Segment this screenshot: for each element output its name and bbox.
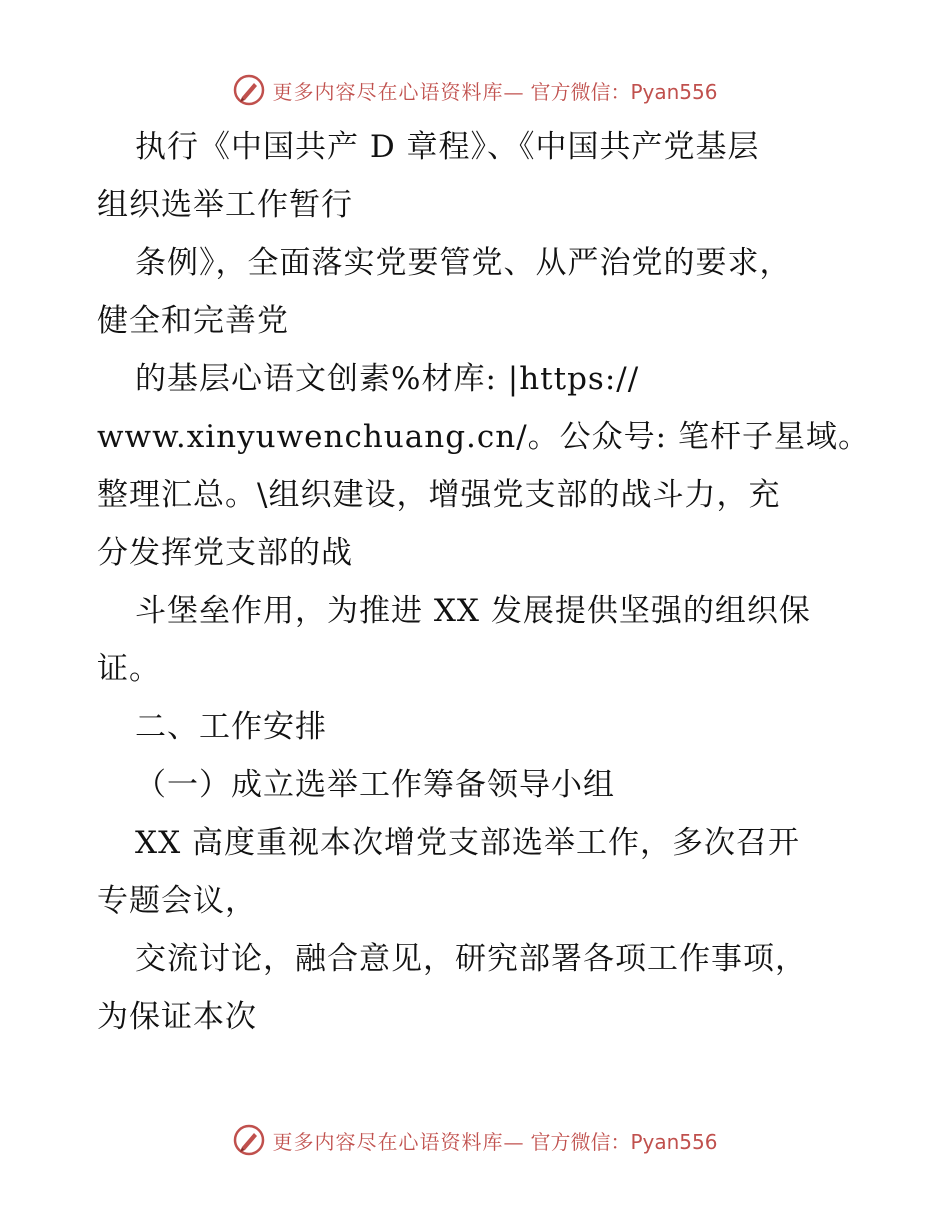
footer-wechat-text: 官方微信：Pyan556: [530, 1129, 718, 1154]
text-line: 执行《中国共产 D 章程》、《中国共产党基层: [135, 129, 760, 165]
header-wechat-text: 官方微信：Pyan556: [530, 79, 718, 104]
text-line: 斗堡垒作用，为推进 XX 发展提供坚强的组织保: [135, 593, 811, 629]
subsection-heading: （一）成立选举工作筹备领导小组: [135, 767, 615, 803]
text-line: 组织选举工作暂行: [97, 187, 353, 223]
text-line: 条例》，全面落实党要管党、从严治党的要求，: [135, 245, 792, 281]
text-line: 专题会议，: [97, 883, 257, 919]
text-line: 的基层心语文创素%材库: |https://: [135, 361, 640, 397]
section-heading: 二、工作安排: [135, 709, 327, 745]
text-line: XX 高度重视本次增党支部选举工作，多次召开: [135, 825, 800, 861]
footer-banner: [0, 1120, 950, 1160]
pen-logo-icon: [232, 1123, 266, 1157]
footer-banner-text: 更多内容尽在心语资料库—: [272, 1129, 525, 1154]
text-line: www.xinyuwenchuang.cn/。公众号: 笔杆子星域。: [97, 419, 870, 455]
document-body: [97, 118, 877, 1046]
pen-logo-icon: [232, 73, 266, 107]
text-line: 为保证本次: [97, 999, 257, 1035]
text-line: 整理汇总。\组织建设，增强党支部的战斗力，充: [97, 477, 781, 513]
text-line: 交流讨论，融合意见，研究部署各项工作事项，: [135, 941, 807, 977]
text-line: 证。: [97, 651, 161, 687]
header-banner: [0, 70, 950, 110]
header-banner-text: 更多内容尽在心语资料库—: [272, 79, 525, 104]
text-line: 健全和完善党: [97, 303, 289, 339]
text-line: 分发挥党支部的战: [97, 535, 353, 571]
